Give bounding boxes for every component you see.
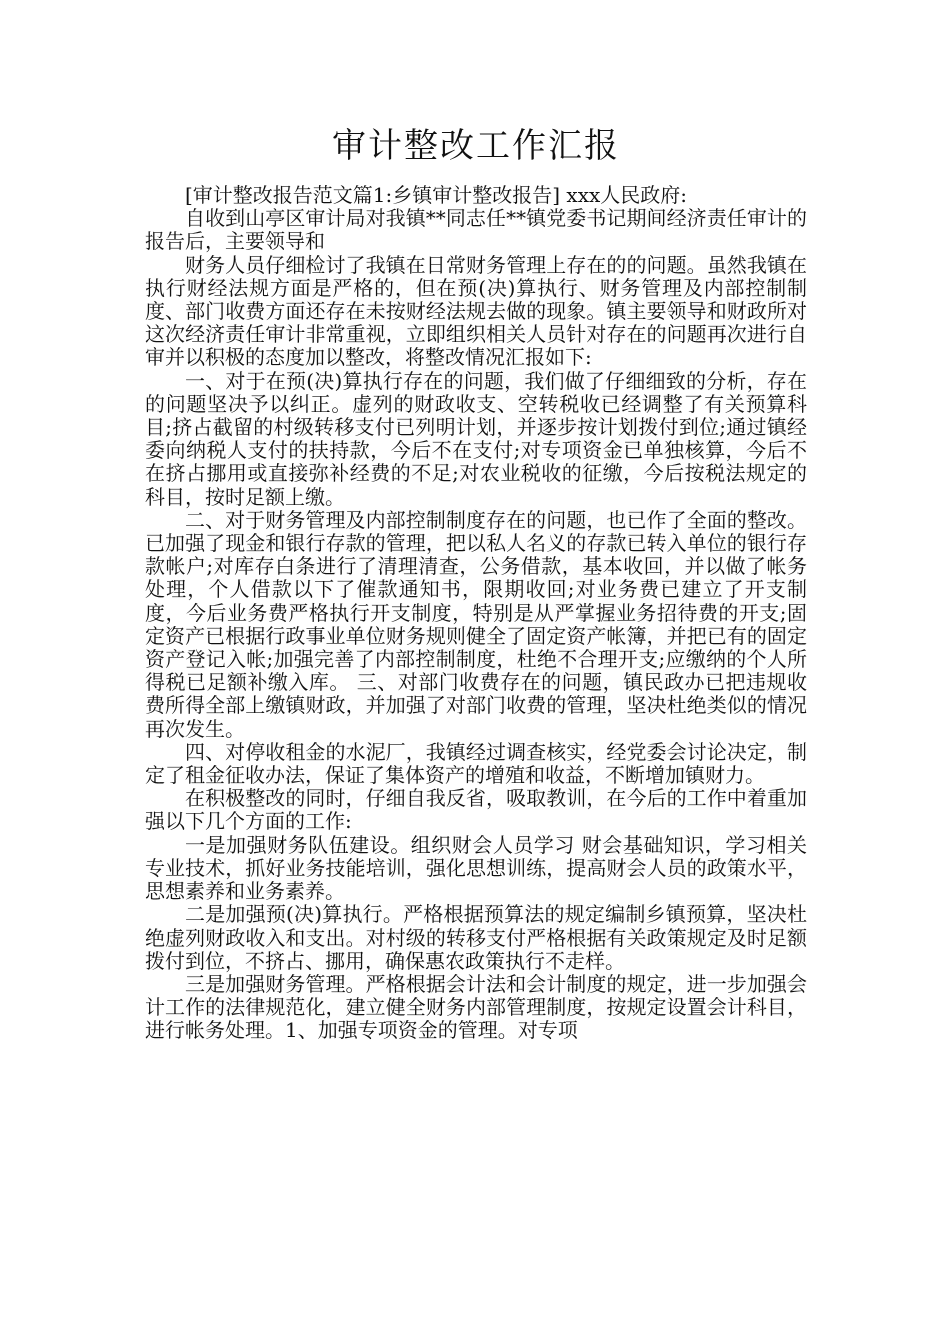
document-title: 审计整改工作汇报 [332,126,620,166]
document-page [145,120,807,1043]
paragraph-self-reflection: 在积极整改的同时，仔细自我反省，吸取教训，在今后的工作中着重加强以下几个方面的工作: [145,786,807,834]
paragraph-budget-execution: 一、对于在预(决)算执行存在的问题，我们做了仔细细致的分析，存在的问题坚决予以纠正。虚列的财政收支、空转税收已经调整了有关预算科目;挤占截留的村级转移支付已列明计划，并逐步按计划拨付到位;通过镇经委向纳税人支付的扶持款，今后不在支付;对专项资金已单独核算，今后不在挤占挪用或直接弥补经费的不足;对农业税收的征缴，今后按税法规定的科目，按时足额上缴。 [145,368,807,509]
paragraph-financial-strengthening: 三是加强财务管理。严格根据会计法和会计制度的规定，进一步加强会计工作的法律规范化，建立健全财务内部管理制度，按规定设置会计科目，进行帐务处理。1、加强专项资金的管理。对专项 [145,971,807,1043]
paragraph-team-building: 一是加强财务队伍建设。组织财会人员学习 财会基础知识，学习相关专业技术，抓好业务技能培训，强化思想训练，提高财会人员的政策水平，思想素养和业务素养。 [145,832,807,904]
paragraph-report-received: 自收到山亭区审计局对我镇**同志任**镇党委书记期间经济责任审计的报告后，主要领导和 [145,206,807,254]
paragraph-cement-factory: 四、对停收租金的水泥厂，我镇经过调查核实，经党委会讨论决定，制定了租金征收办法，保证了集体资产的增殖和收益，不断增加镇财力。 [145,739,807,788]
paragraph-financial-management: 二、对于财务管理及内部控制制度存在的问题，也已作了全面的整改。已加强了现金和银行存款的管理，把以私人名义的存款已转入单位的银行存款帐户;对库存白条进行了清理清查，公务借款，基本收回，并以做了帐务处理，个人借款以下了催款通知书，限期收回;对业务费已建立了开支制度，今后业务费严格执行开支制度，特别是从严掌握业务招待费的开支;固定资产已根据行政事业单位财务规则健全了固定资产帐簿，并把已有的固定资产登记入帐;加强完善了内部控制制度，杜绝不合理开支;应缴纳的个人所得税已足额补缴入库。 三、对部门收费存在的问题，镇民政办已把违规收费所得全部上缴镇财政，并加强了对部门收费的管理，坚决杜绝类似的情况再次发生。 [145,507,807,741]
paragraph-finance-staff-review: 财务人员仔细检讨了我镇在日常财务管理上存在的的问题。虽然我镇在执行财经法规方面是严格的，但在预(决)算执行、财务管理及内部控制制度、部门收费方面还存在未按财经法规去做的现象。镇主要领导和财政所对这次经济责任审计非常重视，立即组织相关人员针对存在的问题再次进行自审并以积极的态度加以整改，将整改情况汇报如下: [145,252,807,370]
paragraph-intro-heading: [审计整改报告范文篇1:乡镇审计整改报告] xxx人民政府: [185,183,688,207]
paragraph-budget-strengthening: 二是加强预(决)算执行。严格根据预算法的规定编制乡镇预算，坚决杜绝虚列财政收入和支出。对村级的转移支付严格根据有关政策规定及时足额拨付到位，不挤占、挪用，确保惠农政策执行不走样。 [145,902,807,973]
